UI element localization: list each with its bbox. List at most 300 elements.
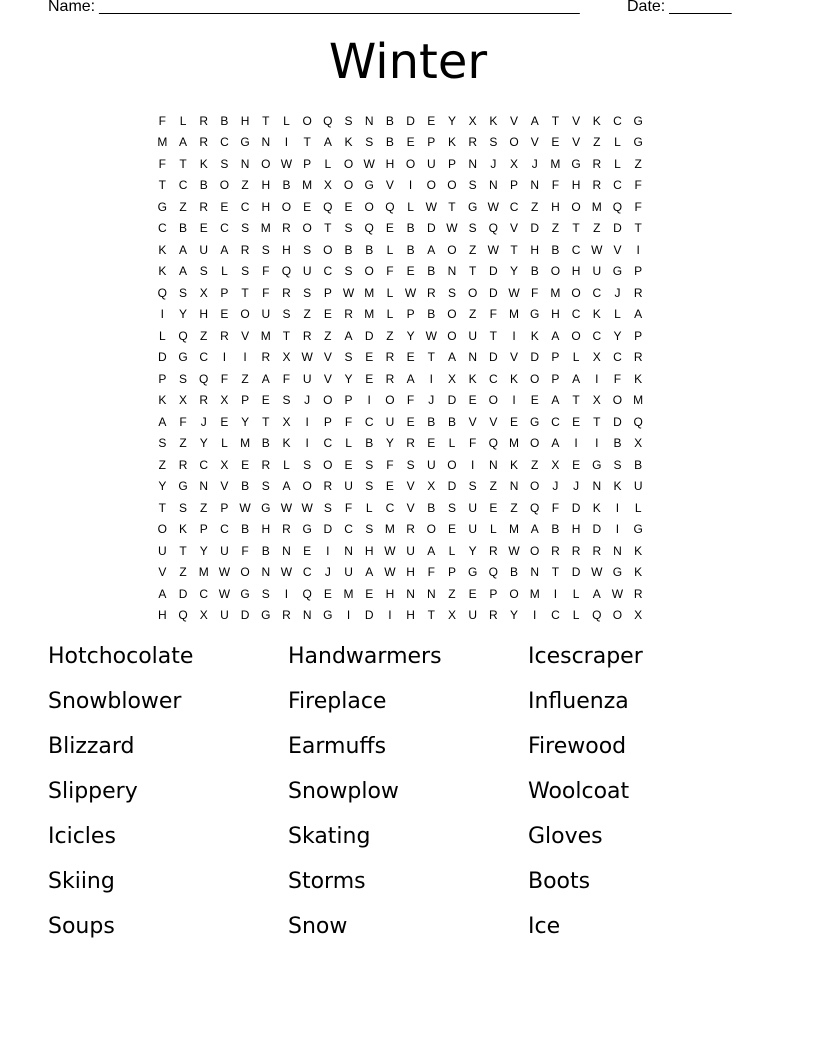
grid-letter: R [592, 543, 602, 558]
grid-letter: O [302, 221, 312, 236]
grid-letter: V [489, 414, 498, 429]
grid-letter: E [385, 221, 394, 236]
grid-letter: R [592, 178, 602, 193]
grid-letter: L [365, 500, 373, 515]
grid-letter: X [634, 436, 643, 451]
grid-letter: S [199, 264, 208, 279]
grid-letter: J [324, 565, 331, 580]
grid-letter: T [634, 221, 642, 236]
grid-letter: S [303, 457, 312, 472]
grid-letter: H [199, 307, 209, 322]
grid-letter: O [426, 522, 436, 537]
grid-letter: O [571, 285, 581, 300]
grid-letter: N [509, 479, 519, 494]
grid-letter: O [447, 328, 457, 343]
grid-letter: Z [200, 328, 208, 343]
grid-letter: C [364, 414, 374, 429]
grid-letter: G [240, 135, 250, 150]
grid-letter: Y [199, 543, 208, 558]
grid-letter: F [551, 500, 560, 515]
grid-letter: V [385, 178, 394, 193]
grid-letter: D [613, 221, 622, 236]
grid-letter: Z [158, 457, 167, 472]
grid-letter: U [633, 479, 643, 494]
grid-letter: B [634, 457, 643, 472]
grid-letter: Z [468, 307, 477, 322]
grid-letter: S [468, 479, 477, 494]
grid-letter: I [553, 586, 558, 601]
grid-letter: R [199, 393, 209, 408]
grid-letter: R [282, 285, 291, 300]
grid-letter: W [508, 543, 520, 558]
grid-letter: U [220, 543, 229, 558]
grid-letter: C [220, 221, 229, 236]
grid-letter: Q [178, 328, 188, 343]
grid-letter: A [551, 393, 560, 408]
grid-letter: R [633, 586, 643, 601]
grid-letter: A [179, 242, 188, 257]
grid-letter: B [551, 242, 560, 257]
grid-letter: Q [385, 199, 395, 214]
grid-letter: R [240, 242, 250, 257]
grid-letter: K [158, 242, 167, 257]
grid-letter: D [447, 393, 457, 408]
grid-letter: U [302, 264, 312, 279]
grid-letter: R [571, 543, 581, 558]
grid-letter: Z [324, 328, 332, 343]
grid-letter: A [634, 307, 643, 322]
grid-letter: X [199, 285, 208, 300]
grid-letter: C [323, 436, 333, 451]
grid-letter: P [634, 264, 643, 279]
grid-letter: C [158, 221, 167, 236]
grid-letter: H [158, 608, 167, 623]
grid-letter: O [240, 307, 250, 322]
grid-letter: W [425, 328, 437, 343]
grid-letter: O [343, 156, 354, 171]
grid-letter: S [613, 457, 622, 472]
grid-letter: O [219, 178, 230, 193]
grid-letter: T [427, 608, 435, 623]
grid-letter: M [509, 307, 520, 322]
date-blank-line: _______ [669, 0, 732, 15]
grid-letter: H [240, 113, 250, 128]
grid-letter: Z [634, 156, 642, 171]
grid-letter: B [261, 543, 270, 558]
grid-letter: O [612, 393, 623, 408]
grid-letter: C [551, 414, 560, 429]
grid-letter: R [261, 350, 271, 365]
grid-letter: P [427, 135, 436, 150]
grid-letter: S [406, 457, 415, 472]
grid-letter: P [199, 522, 208, 537]
grid-letter: C [613, 113, 622, 128]
grid-letter: R [633, 285, 643, 300]
grid-letter: S [489, 135, 498, 150]
grid-letter: E [468, 586, 477, 601]
grid-letter: Z [200, 500, 208, 515]
grid-letter: E [303, 199, 312, 214]
grid-letter: L [407, 199, 414, 214]
grid-letter: T [510, 242, 518, 257]
grid-letter: E [406, 414, 415, 429]
grid-letter: D [613, 414, 622, 429]
grid-letter: N [426, 586, 436, 601]
grid-letter: Q [488, 221, 499, 236]
word-list-item: Blizzard [48, 734, 135, 759]
grid-letter: E [199, 221, 208, 236]
grid-letter: K [489, 113, 498, 128]
grid-letter: L [634, 500, 642, 515]
grid-letter: F [427, 565, 435, 580]
grid-letter: N [282, 543, 291, 558]
grid-letter: D [489, 350, 498, 365]
grid-letter: X [510, 156, 519, 171]
grid-letter: W [280, 156, 293, 171]
grid-letter: X [551, 457, 560, 472]
grid-letter: F [220, 371, 229, 386]
grid-letter: H [571, 264, 581, 279]
grid-letter: V [241, 328, 250, 343]
grid-letter: X [220, 457, 229, 472]
grid-letter: V [613, 242, 622, 257]
grid-letter: Z [551, 221, 560, 236]
grid-letter: K [634, 565, 643, 580]
grid-letter: J [428, 393, 435, 408]
grid-letter: R [282, 608, 291, 623]
grid-letter: D [571, 565, 581, 580]
grid-letter: O [302, 479, 312, 494]
grid-letter: U [385, 414, 395, 429]
grid-letter: X [447, 371, 456, 386]
grid-letter: X [468, 113, 477, 128]
grid-letter: W [384, 543, 396, 558]
grid-letter: O [571, 328, 581, 343]
grid-letter: L [324, 156, 332, 171]
grid-letter: E [303, 543, 312, 558]
grid-letter: G [633, 522, 643, 537]
grid-letter: R [199, 199, 209, 214]
grid-letter: E [572, 457, 581, 472]
grid-letter: S [344, 350, 353, 365]
grid-letter: B [510, 565, 519, 580]
grid-letter: B [385, 113, 394, 128]
grid-letter: D [447, 479, 457, 494]
grid-letter: S [323, 500, 332, 515]
grid-letter: G [302, 522, 312, 537]
grid-letter: S [468, 178, 477, 193]
grid-letter: I [470, 457, 475, 472]
grid-letter: N [530, 565, 540, 580]
grid-letter: D [426, 221, 436, 236]
grid-letter: A [158, 586, 167, 601]
grid-letter: E [220, 307, 229, 322]
grid-row [152, 540, 670, 562]
grid-letter: E [427, 436, 436, 451]
grid-letter: U [468, 500, 477, 515]
grid-letter: V [220, 479, 229, 494]
grid-letter: S [365, 522, 374, 537]
grid-letter: L [614, 307, 621, 322]
grid-letter: D [406, 113, 415, 128]
grid-letter: Y [385, 436, 394, 451]
grid-row [152, 325, 670, 347]
grid-letter: W [591, 242, 603, 257]
grid-letter: F [613, 371, 622, 386]
grid-letter: Z [510, 500, 518, 515]
grid-letter: K [199, 156, 208, 171]
grid-letter: F [386, 264, 394, 279]
grid-letter: X [199, 608, 208, 623]
grid-letter: X [447, 608, 456, 623]
word-list-item: Hotchocolate [48, 644, 194, 669]
grid-letter: D [364, 608, 374, 623]
grid-letter: C [489, 371, 498, 386]
grid-letter: B [406, 221, 415, 236]
grid-letter: H [571, 178, 581, 193]
grid-letter: I [408, 178, 413, 193]
grid-letter: Z [241, 371, 249, 386]
grid-letter: B [427, 414, 436, 429]
grid-letter: X [282, 350, 291, 365]
grid-letter: U [468, 522, 477, 537]
grid-letter: G [530, 307, 540, 322]
word-list-item: Earmuffs [288, 734, 387, 759]
grid-letter: U [406, 543, 415, 558]
grid-letter: B [427, 307, 436, 322]
grid-letter: Q [323, 113, 333, 128]
grid-letter: Q [199, 371, 209, 386]
grid-letter: U [302, 371, 312, 386]
grid-letter: G [467, 199, 478, 214]
grid-letter: S [447, 500, 456, 515]
grid-letter: H [385, 586, 395, 601]
grid-letter: K [447, 135, 456, 150]
grid-letter: B [447, 414, 456, 429]
grid-letter: Q [612, 199, 623, 214]
grid-letter: X [592, 393, 601, 408]
grid-letter: Q [364, 221, 374, 236]
grid-letter: A [282, 479, 291, 494]
grid-letter: F [262, 285, 270, 300]
grid-letter: R [178, 457, 188, 472]
grid-letter: F [551, 178, 560, 193]
grid-letter: B [613, 436, 622, 451]
grid-letter: Y [510, 608, 519, 623]
grid-letter: Z [303, 307, 311, 322]
grid-letter: S [447, 285, 456, 300]
grid-letter: M [240, 436, 251, 451]
grid-letter: R [282, 221, 291, 236]
word-list-item: Firewood [528, 734, 627, 759]
grid-letter: V [406, 479, 415, 494]
grid-letter: A [365, 565, 374, 580]
grid-letter: V [510, 113, 519, 128]
grid-letter: K [179, 522, 188, 537]
grid-letter: P [323, 285, 332, 300]
grid-letter: W [218, 586, 231, 601]
grid-letter: U [344, 479, 353, 494]
grid-letter: T [572, 393, 580, 408]
grid-letter: I [533, 608, 537, 623]
grid-letter: W [280, 565, 293, 580]
grid-letter: K [634, 371, 643, 386]
grid-letter: Z [593, 221, 601, 236]
word-list-item: Influenza [528, 689, 629, 714]
grid-letter: S [261, 242, 270, 257]
grid-letter: J [200, 414, 207, 429]
grid-letter: M [633, 393, 644, 408]
grid-letter: C [199, 350, 209, 365]
grid-letter: E [385, 479, 394, 494]
grid-letter: X [220, 393, 229, 408]
grid-letter: C [385, 500, 395, 515]
grid-letter: Q [530, 500, 540, 515]
page-title: Winter [328, 34, 488, 90]
grid-letter: S [261, 479, 270, 494]
grid-letter: G [261, 500, 271, 515]
grid-letter: R [261, 457, 271, 472]
grid-letter: A [530, 113, 539, 128]
grid-letter: I [615, 500, 620, 515]
grid-letter: E [365, 586, 374, 601]
grid-letter: P [447, 565, 456, 580]
grid-letter: M [550, 285, 561, 300]
grid-letter: Q [157, 285, 168, 300]
grid-letter: T [303, 135, 311, 150]
grid-letter: G [261, 608, 271, 623]
grid-letter: S [241, 221, 250, 236]
grid-letter: T [551, 113, 560, 128]
grid-letter: T [158, 500, 167, 515]
grid-letter: O [240, 565, 250, 580]
grid-letter: I [243, 350, 247, 365]
grid-letter: N [240, 156, 250, 171]
grid-letter: O [302, 113, 312, 128]
grid-letter: I [615, 522, 620, 537]
grid-letter: V [468, 414, 477, 429]
grid-letter: C [551, 608, 560, 623]
grid-letter: B [282, 178, 291, 193]
grid-letter: S [365, 479, 374, 494]
grid-letter: C [613, 350, 622, 365]
grid-letter: G [633, 113, 643, 128]
grid-letter: F [468, 436, 477, 451]
grid-letter: L [448, 543, 456, 558]
grid-letter: F [634, 199, 642, 214]
grid-letter: H [530, 242, 540, 257]
grid-letter: O [530, 371, 540, 386]
grid-letter: O [364, 199, 374, 214]
grid-letter: G [178, 479, 188, 494]
grid-letter: V [572, 113, 581, 128]
grid-letter: Y [241, 414, 250, 429]
grid-letter: Y [468, 543, 477, 558]
grid-letter: I [595, 436, 599, 451]
grid-letter: L [221, 436, 228, 451]
grid-letter: N [364, 113, 374, 128]
grid-letter: M [260, 328, 271, 343]
grid-letter: D [158, 350, 167, 365]
grid-letter: B [179, 221, 188, 236]
grid-letter: P [241, 393, 250, 408]
grid-letter: D [240, 608, 250, 623]
grid-letter: O [488, 393, 499, 408]
grid-letter: W [611, 586, 624, 601]
grid-letter: H [261, 199, 271, 214]
grid-letter: F [344, 500, 353, 515]
grid-letter: X [282, 414, 291, 429]
grid-letter: U [220, 608, 229, 623]
grid-letter: O [550, 264, 561, 279]
grid-letter: R [385, 350, 395, 365]
grid-letter: W [301, 350, 313, 365]
grid-letter: E [572, 414, 581, 429]
grid-letter: A [323, 135, 332, 150]
grid-letter: B [385, 135, 394, 150]
grid-letter: R [323, 479, 333, 494]
grid-letter: C [302, 565, 312, 580]
grid-row [152, 390, 670, 412]
grid-letter: R [633, 350, 643, 365]
grid-letter: S [303, 285, 312, 300]
grid-letter: K [592, 307, 601, 322]
word-list-item: Woolcoat [528, 779, 630, 804]
grid-letter: G [323, 608, 333, 623]
grid-letter: G [612, 565, 623, 580]
grid-letter: K [530, 328, 539, 343]
grid-letter: C [613, 178, 622, 193]
grid-letter: N [489, 178, 498, 193]
grid-letter: K [613, 479, 622, 494]
grid-letter: S [179, 285, 188, 300]
grid-letter: B [551, 522, 560, 537]
grid-letter: X [634, 608, 643, 623]
grid-letter: C [220, 135, 229, 150]
grid-letter: I [429, 371, 433, 386]
grid-letter: D [592, 522, 602, 537]
grid-letter: F [634, 178, 642, 193]
grid-letter: N [613, 543, 622, 558]
grid-letter: E [344, 457, 353, 472]
grid-letter: G [178, 350, 188, 365]
grid-letter: I [574, 436, 578, 451]
grid-letter: N [530, 178, 540, 193]
grid-letter: R [220, 328, 229, 343]
grid-letter: L [345, 436, 352, 451]
grid-letter: J [304, 393, 311, 408]
grid-letter: Z [468, 242, 477, 257]
grid-letter: H [364, 543, 374, 558]
grid-letter: N [261, 135, 271, 150]
grid-letter: O [343, 178, 354, 193]
grid-letter: K [510, 457, 519, 472]
word-list-item: Icicles [48, 824, 116, 849]
grid-letter: R [551, 543, 560, 558]
grid-letter: V [323, 350, 332, 365]
grid-letter: S [220, 156, 229, 171]
grid-letter: Q [633, 414, 643, 429]
grid-letter: Z [179, 436, 187, 451]
grid-letter: O [281, 199, 292, 214]
grid-letter: E [468, 393, 477, 408]
grid-letter: E [344, 199, 353, 214]
grid-letter: T [448, 199, 456, 214]
grid-letter: Z [448, 586, 456, 601]
grid-letter: Z [489, 479, 498, 494]
grid-letter: P [158, 371, 167, 386]
grid-letter: X [427, 479, 436, 494]
